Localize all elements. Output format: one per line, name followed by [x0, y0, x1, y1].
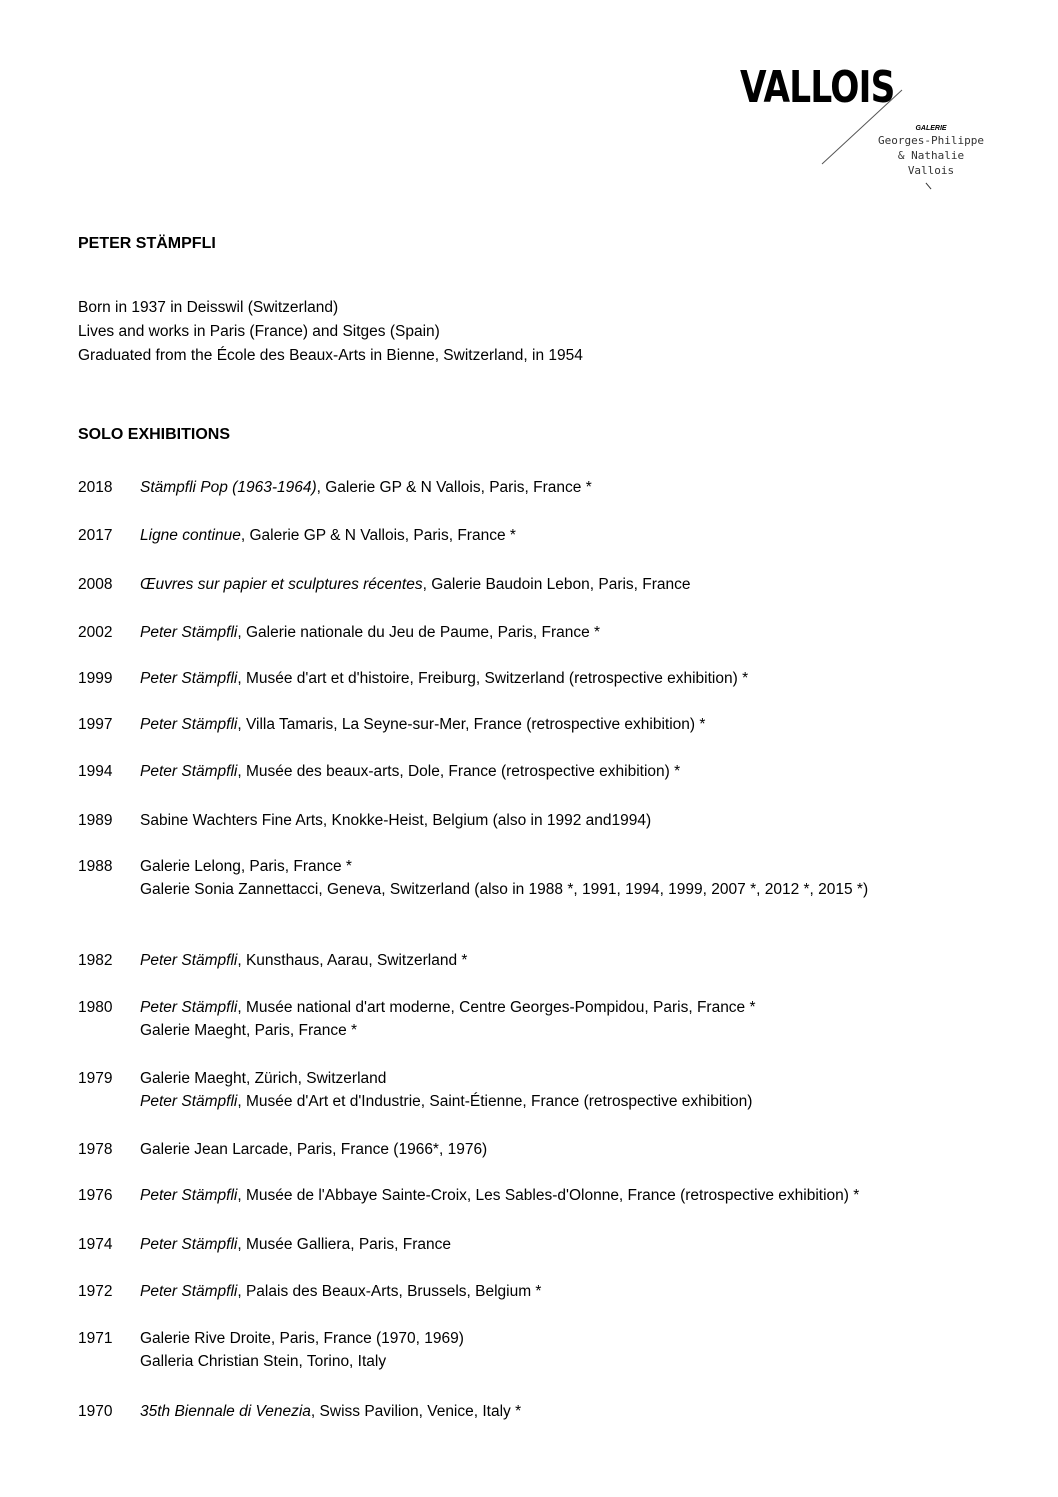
exhibition-venue: , Villa Tamaris, La Seyne-sur-Mer, France (retrospective exhibition) * — [237, 716, 706, 733]
exhibition-line — [140, 1233, 998, 1256]
exhibition-venue: , Swiss Pavilion, Venice, Italy * — [310, 1403, 522, 1420]
exhibition-year: 1971 — [78, 1330, 113, 1347]
exhibition-details — [140, 1327, 998, 1373]
exhibition-details — [140, 1400, 998, 1423]
exhibition-entry — [78, 1280, 998, 1303]
exhibition-entry — [78, 1400, 998, 1423]
exhibition-year: 1976 — [78, 1187, 113, 1204]
exhibition-line — [140, 1327, 998, 1350]
exhibition-year: 1982 — [78, 952, 113, 969]
exhibition-venue: Galerie Lelong, Paris, France * — [140, 858, 352, 875]
exhibition-venue: , Musée d'Art et d'Industrie, Saint-Étienne, France (retrospective exhibition) — [237, 1093, 753, 1110]
exhibition-venue: , Galerie GP & N Vallois, Paris, France * — [240, 527, 516, 544]
exhibition-entry — [78, 855, 998, 901]
exhibition-venue: Galerie Jean Larcade, Paris, France (1966*, 1976) — [140, 1141, 488, 1158]
bio-line-born: Born in 1937 in Deisswil (Switzerland) — [78, 299, 339, 316]
exhibition-details — [140, 855, 998, 901]
exhibition-year: 1974 — [78, 1236, 113, 1253]
bio-line-lives: Lives and works in Paris (France) and Sitges (Spain) — [78, 323, 440, 340]
exhibition-title: Peter Stämpfli — [140, 624, 238, 641]
exhibition-venue: , Kunsthaus, Aarau, Switzerland * — [237, 952, 468, 969]
exhibition-line — [140, 524, 998, 547]
exhibition-venue: Galleria Christian Stein, Torino, Italy — [140, 1353, 387, 1370]
exhibition-year: 1988 — [78, 858, 113, 875]
exhibition-line — [140, 573, 998, 596]
exhibition-venue: Galerie Sonia Zannettacci, Geneva, Switzerland (also in 1988 *, 1991, 1994, 1999, 2007 *, 2012 *, 2015 *) — [140, 881, 869, 898]
exhibition-title: Peter Stämpfli — [140, 670, 238, 687]
logo-line-3: Vallois — [907, 164, 955, 177]
logo-tick-mark — [926, 183, 932, 190]
exhibition-title: Peter Stämpfli — [140, 952, 238, 969]
exhibition-year: 2008 — [78, 576, 113, 593]
exhibition-details — [140, 573, 998, 596]
logo-text-block — [868, 124, 994, 178]
exhibition-entry — [78, 1138, 998, 1161]
exhibition-details — [140, 1280, 998, 1303]
exhibition-line — [140, 1184, 998, 1207]
artist-bio — [78, 296, 583, 368]
exhibition-entry — [78, 760, 998, 783]
exhibition-venue: , Musée national d'art moderne, Centre Georges-Pompidou, Paris, France * — [237, 999, 756, 1016]
exhibition-line — [140, 949, 998, 972]
exhibition-title: Peter Stämpfli — [140, 1236, 238, 1253]
exhibition-year: 1994 — [78, 763, 113, 780]
exhibition-title: 35th Biennale di Venezia — [140, 1403, 311, 1420]
logo-galerie-label: GALERIE — [915, 125, 947, 132]
bio-line-graduated: Graduated from the École des Beaux-Arts in Bienne, Switzerland, in 1954 — [78, 347, 583, 364]
exhibition-line — [140, 713, 998, 736]
exhibition-entry — [78, 996, 998, 1042]
exhibition-entry — [78, 524, 998, 547]
exhibition-title: Ligne continue — [140, 527, 241, 544]
exhibition-entry — [78, 1327, 998, 1373]
exhibition-details — [140, 1233, 998, 1256]
exhibition-year: 1970 — [78, 1403, 113, 1420]
exhibition-venue: Galerie Rive Droite, Paris, France (1970, 1969) — [140, 1330, 464, 1347]
exhibition-details — [140, 809, 998, 832]
exhibition-venue: , Palais des Beaux-Arts, Brussels, Belgium * — [237, 1283, 542, 1300]
logo-wordmark: VALLOIS — [740, 62, 895, 113]
exhibition-details — [140, 1184, 998, 1207]
exhibition-year: 1999 — [78, 670, 113, 687]
exhibition-venue: Sabine Wachters Fine Arts, Knokke-Heist, Belgium (also in 1992 and1994) — [140, 812, 652, 829]
exhibition-entry — [78, 1233, 998, 1256]
exhibition-venue: , Galerie GP & N Vallois, Paris, France * — [316, 479, 592, 496]
exhibition-line — [140, 1067, 998, 1090]
exhibition-line — [140, 1400, 998, 1423]
exhibition-title: Stämpfli Pop (1963-1964) — [140, 479, 317, 496]
exhibition-line — [140, 760, 998, 783]
exhibition-line — [140, 621, 998, 644]
exhibition-title: Peter Stämpfli — [140, 1283, 238, 1300]
exhibition-details — [140, 524, 998, 547]
exhibition-line — [140, 1350, 998, 1373]
exhibition-year: 1972 — [78, 1283, 113, 1300]
exhibition-entry — [78, 1067, 998, 1113]
exhibition-line — [140, 1019, 998, 1042]
exhibition-year: 1989 — [78, 812, 113, 829]
exhibition-venue: , Musée Galliera, Paris, France — [237, 1236, 451, 1253]
exhibition-details — [140, 1138, 998, 1161]
exhibition-line — [140, 1280, 998, 1303]
exhibition-year: 2017 — [78, 527, 113, 544]
exhibition-title: Œuvres sur papier et sculptures récentes — [140, 576, 423, 593]
exhibition-entry — [78, 1184, 998, 1207]
exhibition-details — [140, 1067, 998, 1113]
exhibition-line — [140, 1138, 998, 1161]
exhibition-entry — [78, 573, 998, 596]
exhibition-venue: , Galerie Baudoin Lebon, Paris, France — [422, 576, 691, 593]
exhibition-year: 1980 — [78, 999, 113, 1016]
exhibition-entry — [78, 667, 998, 690]
exhibition-title: Peter Stämpfli — [140, 1093, 238, 1110]
exhibition-line — [140, 476, 998, 499]
exhibition-entry — [78, 621, 998, 644]
exhibition-line — [140, 878, 998, 901]
exhibition-year: 2018 — [78, 479, 113, 496]
exhibition-line — [140, 809, 998, 832]
exhibition-details — [140, 760, 998, 783]
exhibition-line — [140, 855, 998, 878]
exhibition-details — [140, 621, 998, 644]
exhibition-line — [140, 667, 998, 690]
solo-exhibitions-heading: SOLO EXHIBITIONS — [78, 426, 231, 443]
exhibition-venue: , Musée de l'Abbaye Sainte-Croix, Les Sables-d'Olonne, France (retrospective exhibition) * — [237, 1187, 860, 1204]
exhibition-year: 2002 — [78, 624, 113, 641]
exhibition-venue: , Musée des beaux-arts, Dole, France (retrospective exhibition) * — [237, 763, 681, 780]
exhibition-entry — [78, 713, 998, 736]
exhibition-venue: , Galerie nationale du Jeu de Paume, Paris, France * — [237, 624, 601, 641]
exhibition-title: Peter Stämpfli — [140, 999, 238, 1016]
exhibition-title: Peter Stämpfli — [140, 716, 238, 733]
exhibition-details — [140, 476, 998, 499]
exhibition-venue: Galerie Maeght, Paris, France * — [140, 1022, 358, 1039]
exhibition-year: 1978 — [78, 1141, 113, 1158]
exhibition-details — [140, 713, 998, 736]
exhibition-year: 1997 — [78, 716, 113, 733]
logo-line-1: Georges-Philippe — [878, 134, 984, 147]
exhibition-entry — [78, 476, 998, 499]
logo-line-2: & Nathalie — [897, 149, 965, 162]
exhibition-line — [140, 1090, 998, 1113]
exhibition-entry — [78, 949, 998, 972]
exhibition-year: 1979 — [78, 1070, 113, 1087]
exhibition-details — [140, 667, 998, 690]
exhibition-title: Peter Stämpfli — [140, 763, 238, 780]
exhibition-title: Peter Stämpfli — [140, 1187, 238, 1204]
exhibition-details — [140, 996, 998, 1042]
exhibition-line — [140, 996, 998, 1019]
exhibition-venue: , Musée d'art et d'histoire, Freiburg, Switzerland (retrospective exhibition) * — [237, 670, 749, 687]
exhibition-entry — [78, 809, 998, 832]
exhibition-venue: Galerie Maeght, Zürich, Switzerland — [140, 1070, 387, 1087]
exhibition-details — [140, 949, 998, 972]
artist-name: PETER STÄMPFLI — [78, 235, 216, 252]
